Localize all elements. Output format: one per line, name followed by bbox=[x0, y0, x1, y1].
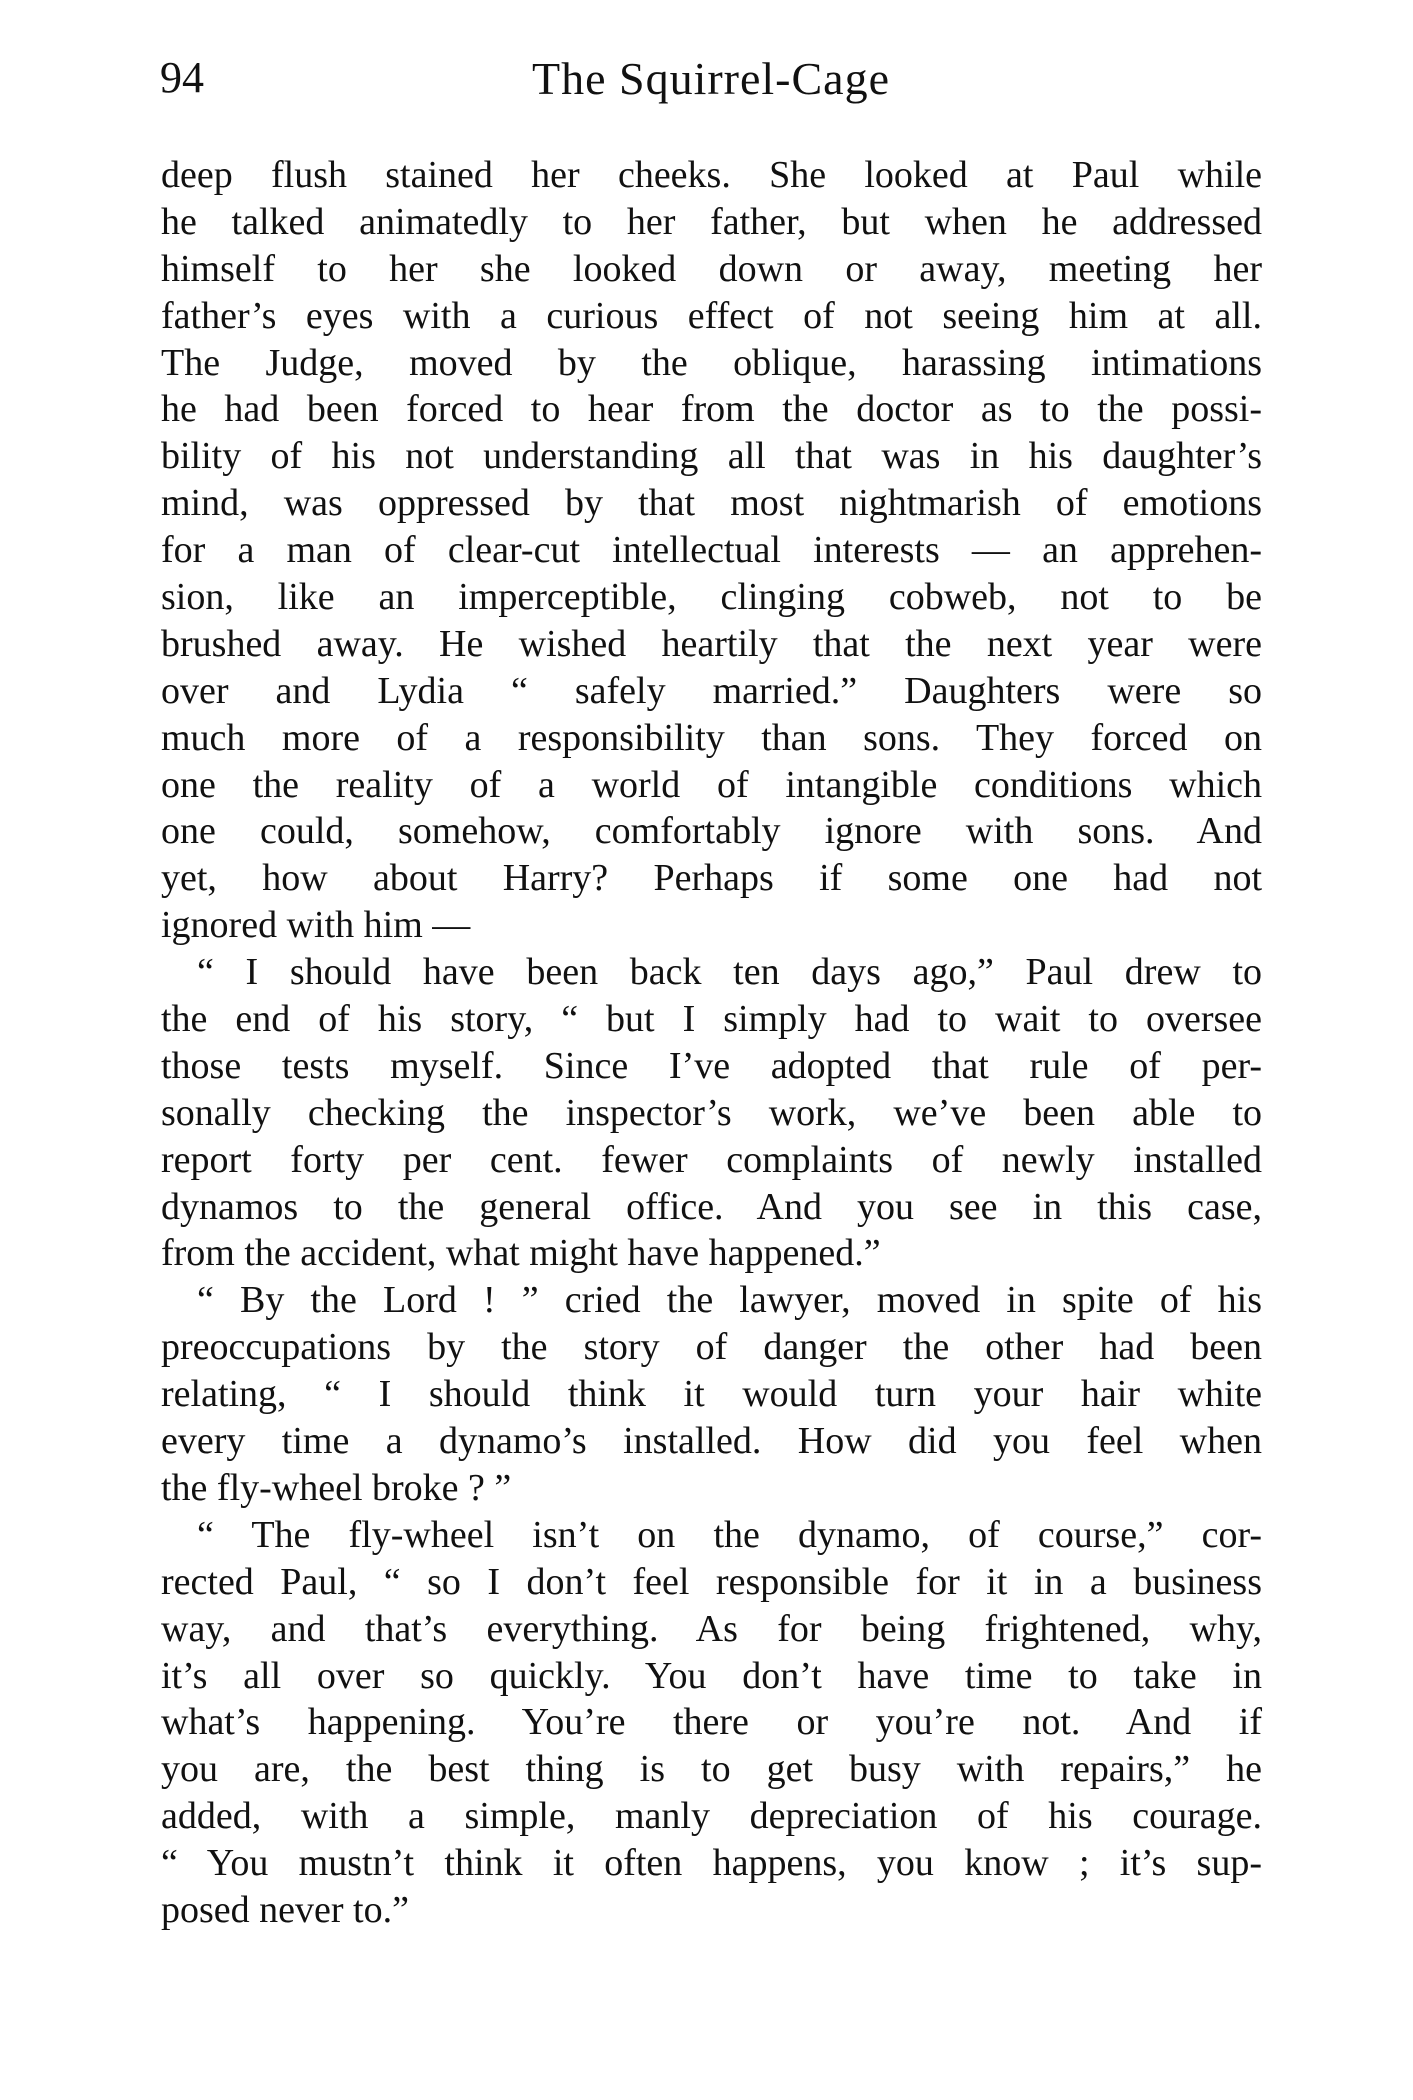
page-number: 94 bbox=[160, 53, 204, 102]
running-title: The Squirrel-Cage bbox=[531, 53, 891, 104]
text-line: “ I should have been back ten days ago,” Paul drew to bbox=[197, 951, 1262, 994]
text-line: preoccupations by the story of danger the other had been bbox=[161, 1326, 1262, 1369]
text-line: “ By the Lord ! ” cried the lawyer, moved in spite of his bbox=[197, 1279, 1262, 1322]
text-line: himself to her she looked down or away, meeting her bbox=[161, 247, 1262, 290]
text-line: those tests myself. Since I’ve adopted that rule of per- bbox=[161, 1044, 1262, 1087]
running-header bbox=[160, 52, 1262, 112]
text-line: way, and that’s everything. As for being frightened, why, bbox=[161, 1607, 1262, 1650]
text-line: posed never to.” bbox=[161, 1888, 409, 1931]
text-line: father’s eyes with a curious effect of not seeing him at all. bbox=[161, 294, 1262, 337]
text-line: brushed away. He wished heartily that the next year were bbox=[161, 622, 1262, 665]
text-line: over and Lydia “ safely married.” Daughters were so bbox=[161, 669, 1262, 712]
text-line: he had been forced to hear from the doctor as to the possi- bbox=[161, 388, 1262, 431]
text-line: relating, “ I should think it would turn your hair white bbox=[161, 1373, 1262, 1416]
text-line: it’s all over so quickly. You don’t have time to take in bbox=[161, 1654, 1262, 1697]
text-line: ignored with him — bbox=[161, 904, 471, 947]
text-line: the fly-wheel broke ? ” bbox=[161, 1466, 512, 1509]
text-line: deep flush stained her cheeks. She looked at Paul while bbox=[161, 154, 1262, 196]
text-line: every time a dynamo’s installed. How did you feel when bbox=[161, 1420, 1262, 1463]
text-line: he talked animatedly to her father, but when he addressed bbox=[161, 200, 1262, 243]
text-line: sion, like an imperceptible, clinging cobweb, not to be bbox=[161, 576, 1262, 619]
text-line: “ You mustn’t think it often happens, you know ; it’s sup- bbox=[161, 1842, 1262, 1885]
text-line: much more of a responsibility than sons. They forced on bbox=[161, 716, 1262, 759]
text-line: dynamos to the general office. And you see in this case, bbox=[161, 1185, 1262, 1228]
text-line: for a man of clear-cut intellectual interests — an apprehen- bbox=[161, 529, 1262, 572]
text-line: report forty per cent. fewer complaints of newly installed bbox=[161, 1138, 1262, 1181]
text-line: from the accident, what might have happened.” bbox=[161, 1232, 881, 1275]
text-line: one the reality of a world of intangible conditions which bbox=[161, 763, 1262, 806]
text-line: the end of his story, “ but I simply had to wait to oversee bbox=[161, 998, 1262, 1041]
text-line: one could, somehow, comfortably ignore with sons. And bbox=[161, 810, 1262, 853]
text-line: yet, how about Harry? Perhaps if some one had not bbox=[161, 857, 1262, 900]
text-line: The Judge, moved by the oblique, harassing intimations bbox=[161, 341, 1262, 384]
text-line: what’s happening. You’re there or you’re not. And if bbox=[161, 1701, 1262, 1744]
text-line: added, with a simple, manly depreciation of his courage. bbox=[161, 1795, 1262, 1838]
body-text bbox=[161, 152, 1262, 1934]
text-line: “ The fly-wheel isn’t on the dynamo, of course,” cor- bbox=[197, 1513, 1262, 1556]
text-line: you are, the best thing is to get busy with repairs,” he bbox=[161, 1748, 1262, 1791]
text-line: mind, was oppressed by that most nightmarish of emotions bbox=[161, 482, 1262, 525]
text-line: rected Paul, “ so I don’t feel responsible for it in a business bbox=[161, 1560, 1262, 1603]
text-line: sonally checking the inspector’s work, we’ve been able to bbox=[161, 1091, 1262, 1134]
text-line: bility of his not understanding all that was in his daughter’s bbox=[161, 435, 1262, 478]
